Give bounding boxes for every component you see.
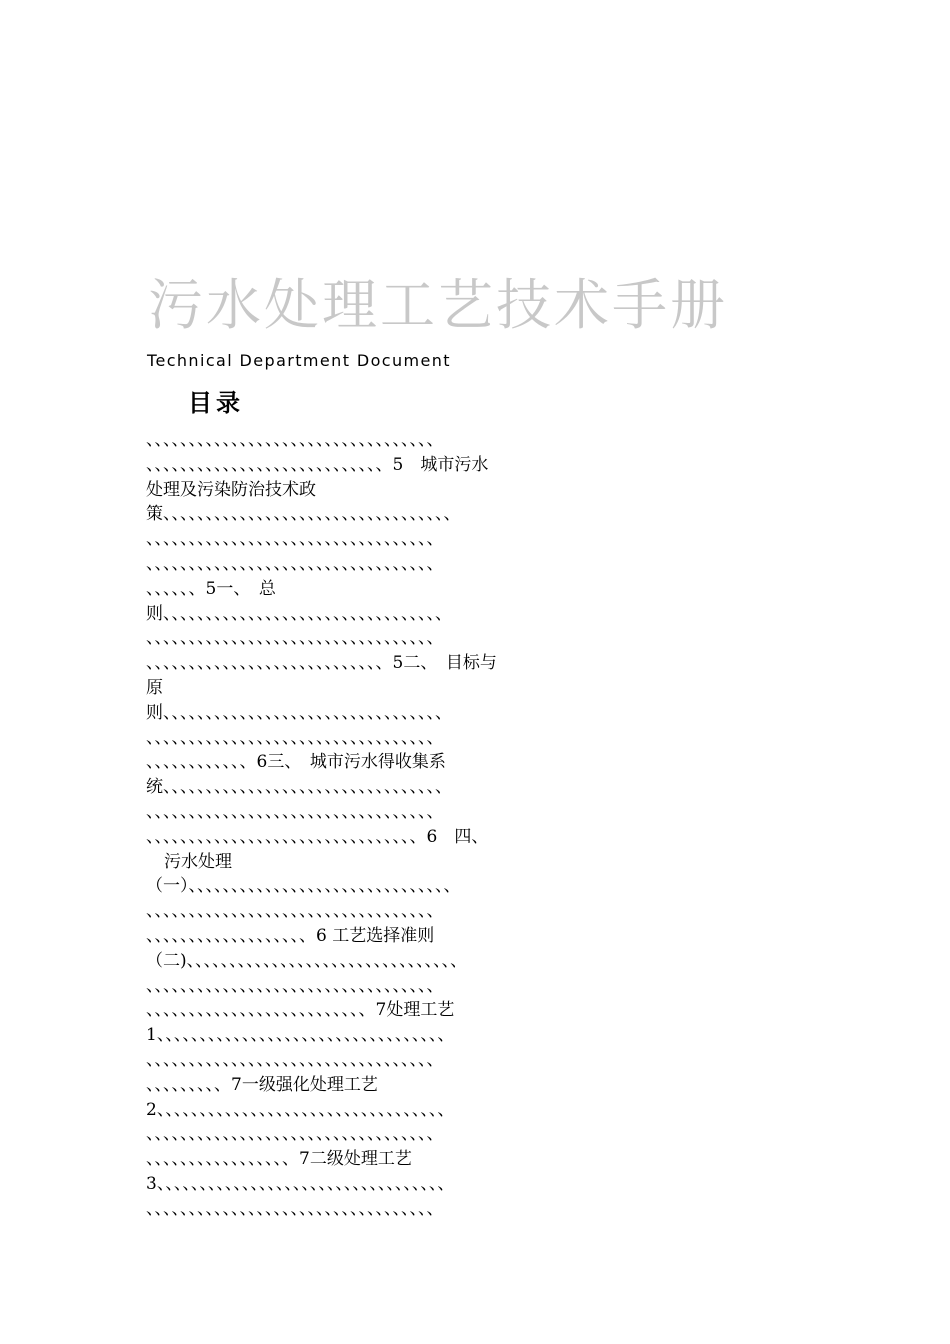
toc-line: 、、、、、、、、、、、、、、、、、、、6 工艺选择准则 xyxy=(146,925,435,946)
toc-line: 、、、、、、、、、、、、、、、、、、、、、、、、、、、、、、、、、、 xyxy=(146,975,444,996)
toc-line: 统、、、、、、、、、、、、、、、、、、、、、、、、、、、、、、、、、 xyxy=(146,777,452,798)
document-title: 污水处理工艺技术手册 xyxy=(148,273,729,337)
toc-line: 2、、、、、、、、、、、、、、、、、、、、、、、、、、、、、、、、、、 xyxy=(146,1099,455,1120)
toc-line: 、、、、、、、、、、、、、、、、、7二级处理工艺 xyxy=(146,1149,412,1170)
toc-line: 、、、、、、、、、、、、、、、、、、、、、、、、、、7处理工艺 xyxy=(146,1000,455,1021)
toc-line: 、、、、、、5一、 总 xyxy=(146,578,276,599)
toc-line: 处理及污染防治技术政 xyxy=(146,479,316,500)
toc-line: 策、、、、、、、、、、、、、、、、、、、、、、、、、、、、、、、、、、 xyxy=(146,504,461,525)
toc-line: 、、、、、、、、、、、、、、、、、、、、、、、、、、、、、、、、、、 xyxy=(146,801,444,822)
toc-line: 污水处理 xyxy=(164,851,232,872)
toc-line: 、、、、、、、、、7一级强化处理工艺 xyxy=(146,1074,378,1095)
toc-line: （一）、、、、、、、、、、、、、、、、、、、、、、、、、、、、、、、 xyxy=(146,876,461,897)
toc-line: 、、、、、、、、、、、、、、、、、、、、、、、、、、、、、、、、、、 xyxy=(146,430,444,450)
toc-line: 则、、、、、、、、、、、、、、、、、、、、、、、、、、、、、、、、、 xyxy=(146,702,452,723)
table-of-contents xyxy=(146,428,826,1222)
toc-heading: 目录 xyxy=(188,389,244,417)
toc-line: 、、、、、、、、、、、、6三、 城市污水得收集系 xyxy=(146,752,446,773)
toc-line: 、、、、、、、、、、、、、、、、、、、、、、、、、、、、、、、、、、 xyxy=(146,727,444,748)
toc-line: 、、、、、、、、、、、、、、、、、、、、、、、、、、、、5 城市污水 xyxy=(146,454,489,475)
toc-line: 、、、、、、、、、、、、、、、、、、、、、、、、、、、、、、、、、、 xyxy=(146,553,444,574)
toc-line: 、、、、、、、、、、、、、、、、、、、、、、、、、、、、、、、、、、 xyxy=(146,1049,444,1070)
toc-line: 则、、、、、、、、、、、、、、、、、、、、、、、、、、、、、、、、、 xyxy=(146,603,452,624)
document-subtitle: Technical Department Document xyxy=(147,351,451,370)
toc-line: 3、、、、、、、、、、、、、、、、、、、、、、、、、、、、、、、、、、 xyxy=(146,1173,455,1194)
toc-line: 、、、、、、、、、、、、、、、、、、、、、、、、、、、、5二、 目标与 xyxy=(146,653,497,674)
toc-line: 、、、、、、、、、、、、、、、、、、、、、、、、、、、、、、、、、、 xyxy=(146,529,444,550)
toc-line: 、、、、、、、、、、、、、、、、、、、、、、、、、、、、、、、、、、 xyxy=(146,1124,444,1145)
toc-line: 、、、、、、、、、、、、、、、、、、、、、、、、、、、、、、、、、、 xyxy=(146,628,444,649)
toc-line: 、、、、、、、、、、、、、、、、、、、、、、、、、、、、、、、、、、 xyxy=(146,901,444,922)
toc-line: 原 xyxy=(146,677,163,698)
toc-line: 、、、、、、、、、、、、、、、、、、、、、、、、、、、、、、、、、、 xyxy=(146,1198,444,1219)
toc-line: （二)、、、、、、、、、、、、、、、、、、、、、、、、、、、、、、、、 xyxy=(146,950,468,971)
toc-line: 、、、、、、、、、、、、、、、、、、、、、、、、、、、、、、、、6 四、 xyxy=(146,826,489,847)
toc-line: 1、、、、、、、、、、、、、、、、、、、、、、、、、、、、、、、、、、 xyxy=(146,1025,455,1046)
